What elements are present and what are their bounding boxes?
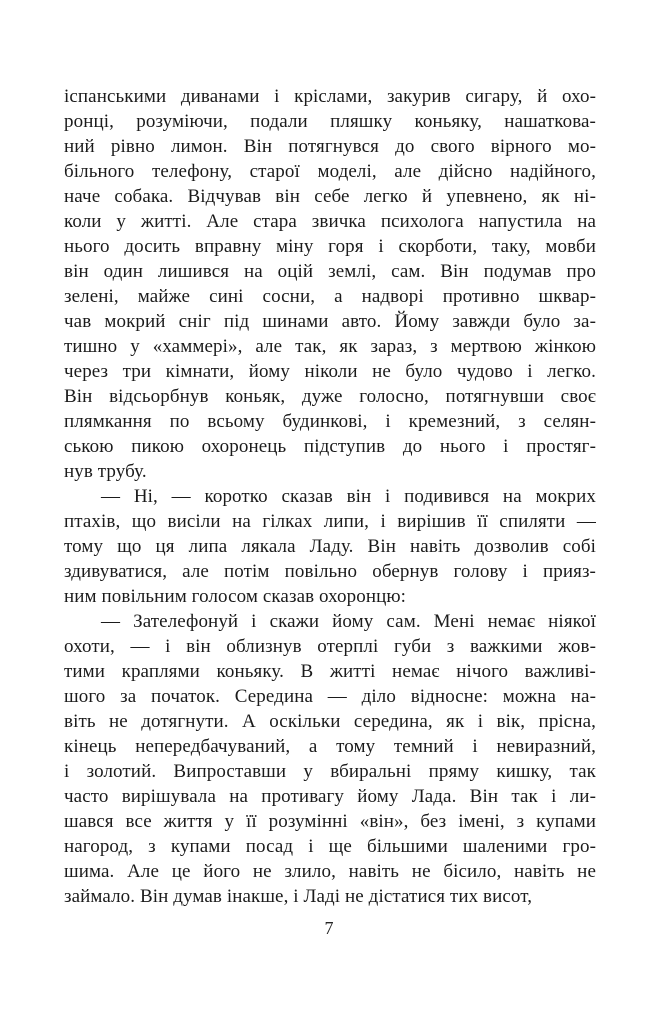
text-block — [64, 84, 596, 909]
text-line: кінець непередбачуваний, а тому темний і невиразний, — [64, 736, 596, 757]
text-line: віть не дотягнути. А оскільки середина, як і вік, прісна, — [64, 711, 596, 732]
paragraph — [64, 609, 596, 909]
text-line: ською пикою охоронець підступив до нього і простяг- — [64, 436, 596, 457]
text-line: нього досить вправну міну горя і скорботи, таку, мовби — [64, 236, 596, 257]
text-line: шима. Але це його не злило, навіть не бісило, навіть не — [64, 861, 596, 882]
text-line: ний рівно лимон. Він потягнувся до свого вірного мо- — [64, 136, 596, 157]
text-line: нагород, з купами посад і ще більшими шаленими гро- — [64, 836, 596, 857]
text-line: іспанськими диванами і кріслами, закурив сигару, й охо- — [64, 86, 596, 107]
text-line: — Зателефонуй і скажи йому сам. Мені немає ніякої — [101, 611, 596, 632]
text-line: зелені, майже сині сосни, а надворі противно шквар- — [64, 286, 596, 307]
text-line: ронці, розуміючи, подали пляшку коньяку, нашаткова- — [64, 111, 596, 132]
text-line: наче собака. Відчував він себе легко й упевнено, як ні- — [64, 186, 596, 207]
text-line: і золотий. Випроставши у вбиральні пряму кишку, так — [64, 761, 596, 782]
text-line: він один лишився на оцій землі, сам. Він подумав про — [64, 261, 596, 282]
text-line: — Ні, — коротко сказав він і подивився на мокрих — [101, 486, 596, 507]
text-line: шався все життя у її розумінні «він», без імені, з купами — [64, 811, 596, 832]
text-line: Він відсьорбнув коньяк, дуже голосно, потягнувши своє — [64, 386, 596, 407]
text-line: часто вирішувала на противагу йому Лада. Він так і ли- — [64, 786, 596, 807]
text-line: охоти, — і він облизнув отерплі губи з важкими жов- — [64, 636, 596, 657]
text-line: шого за початок. Середина — діло відносне: можна на- — [64, 686, 596, 707]
text-line: ним повільним голосом сказав охоронцю: — [64, 586, 407, 607]
text-line: тишно у «хаммері», але так, як зараз, з мертвою жінкою — [64, 336, 596, 357]
page-number: 7 — [324, 918, 334, 938]
text-line: коли у житті. Але стара звичка психолога напустила на — [64, 211, 596, 232]
text-line: плямкання по всьому будинкові, і кремезний, з селян- — [64, 411, 596, 432]
text-line: через три кімнати, йому ніколи не було чудово і легко. — [64, 361, 596, 382]
text-line: тому що ця липа лякала Ладу. Він навіть дозволив собі — [64, 536, 596, 557]
text-line: здивуватися, але потім повільно обернув голову і прияз- — [64, 561, 596, 582]
text-line: більного телефону, старої моделі, але дійсно надійного, — [64, 161, 596, 182]
text-line: чав мокрий сніг під шинами авто. Йому завжди було за- — [64, 311, 596, 332]
text-line: птахів, що висіли на гілках липи, і вирішив її спиляти — — [64, 511, 596, 532]
paragraph — [64, 84, 596, 484]
text-line: тими краплями коньяку. В житті немає нічого важливі- — [64, 661, 596, 682]
paragraph — [64, 484, 596, 609]
text-line: нув трубу. — [64, 461, 147, 482]
text-line: займало. Він думав інакше, і Ладі не дістатися тих висот, — [64, 886, 533, 907]
